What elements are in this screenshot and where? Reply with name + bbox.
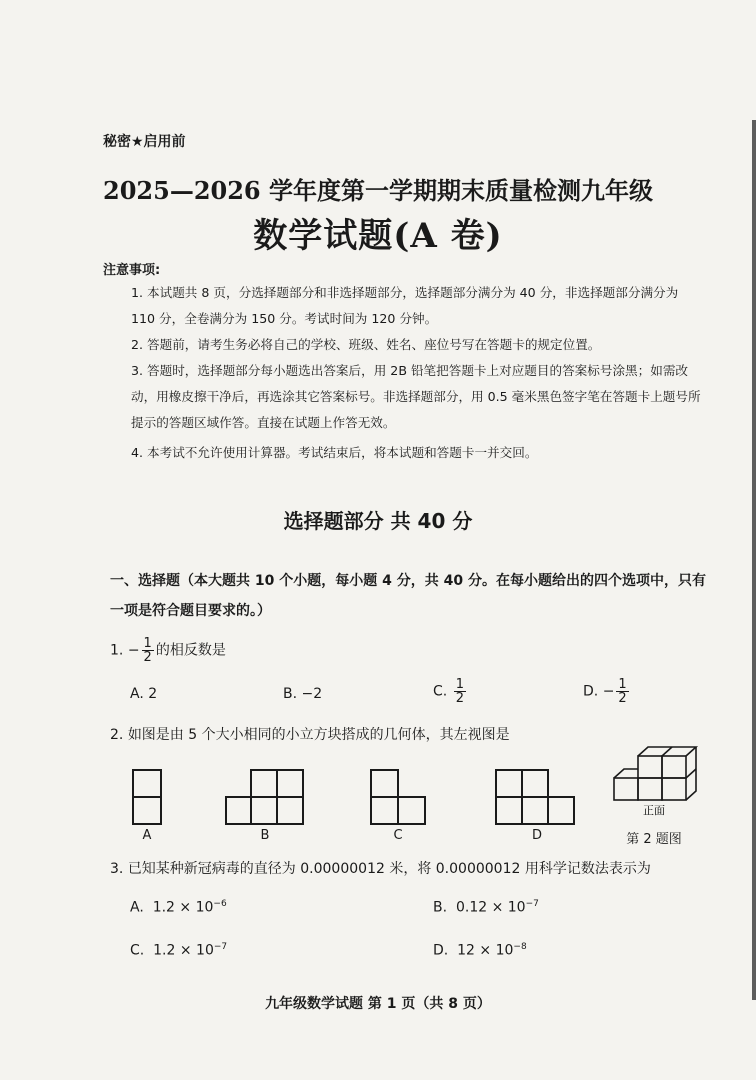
exam-subtitle: 数学试题(A 卷) — [253, 216, 503, 256]
q3-option-a: A. $1.2 \times 10^{-6}$ — [130, 899, 227, 916]
view-a-label: A — [142, 828, 152, 843]
q3-option-b: B. $0.12 \times 10^{-7}$ — [433, 899, 539, 916]
question-text: 已知某种新冠病毒的直径为 0.00000012 米，将 0.00000012 用科学记数法表示为 — [127, 861, 651, 877]
q1-option-a: A. 2 — [130, 686, 158, 702]
view-b-label: B — [260, 828, 270, 843]
question-1 — [110, 637, 226, 664]
notice-heading: 注意事项: — [103, 263, 161, 278]
question-number: 3. — [110, 861, 124, 877]
notice-item-2: 2. 答题前，请考生务必将自己的学校、班级、姓名、座位号写在答题卡的规定位置。 — [131, 337, 601, 352]
q3-option-c: C. $1.2 \times 10^{-7}$ — [130, 942, 228, 959]
view-b-drawing — [226, 770, 303, 824]
notice-item-1: 1. 本试题共 8 页，分选择题部分和非选择题部分，选择题部分满分为 40 分，非选择题部分满分为 110 分，全卷满分为 150 分。考试时间为 120 分钟。 — [131, 285, 679, 326]
question-2 — [110, 724, 510, 744]
fraction: $\frac{1}{2}$ — [143, 636, 152, 665]
figure-caption: 第 2 题图 — [626, 832, 682, 847]
question-text: 的相反数是 — [155, 642, 226, 659]
view-c-label: C — [393, 828, 403, 843]
view-c-drawing — [371, 770, 425, 824]
page-footer: 九年级数学试题 第 1 页（共 8 页） — [265, 996, 491, 1012]
notice-item-4: 4. 本考试不允许使用计算器。考试结束后，将本试题和答题卡一并交回。 — [131, 445, 538, 460]
view-d-label: D — [531, 828, 542, 843]
exam-title: 2025—2026 学年度第一学期期末质量检测九年级 — [103, 176, 653, 205]
question-text: 如图是由 5 个大小相同的小立方块搭成的几何体，其左视图是 — [127, 727, 510, 743]
notice-item-3: 3. 答题时，选择题部分每小题选出答案后，用 2B 铅笔把答题卡上对应题目的答案标号涂黑；如需改动，用橡皮擦干净后，再选涂其它答案标号。非选择题部分，用 0.5 毫米黑色签字笔在答题卡上题号所提示的答题区域作答。直接在试题上作答无效。 — [131, 363, 701, 430]
q3-option-d: D. $12 \times 10^{-8}$ — [433, 942, 527, 959]
front-label: 正面 — [643, 804, 665, 817]
q1-option-b: B. −2 — [283, 686, 323, 702]
q1-option-c: C. $\frac{1}{2}$ — [433, 677, 464, 706]
view-d-drawing — [496, 770, 574, 824]
section-title: 选择题部分 共 40 分 — [283, 509, 473, 533]
view-a-drawing — [133, 770, 161, 824]
minus-sign: − — [127, 642, 140, 659]
question-number: 1. — [110, 642, 124, 659]
question-number: 2. — [110, 727, 124, 743]
q2-solid-figure — [614, 747, 696, 800]
q1-option-d: D. − $\frac{1}{2}$ — [583, 677, 627, 706]
question-3 — [110, 858, 651, 878]
part-one-instructions: 一、选择题（本大题共 10 个小题，每小题 4 分，共 40 分。在每小题给出的四个选项中，只有一项是符合题目要求的。） — [110, 573, 706, 619]
confidential-mark: 秘密★启用前 — [103, 134, 186, 150]
